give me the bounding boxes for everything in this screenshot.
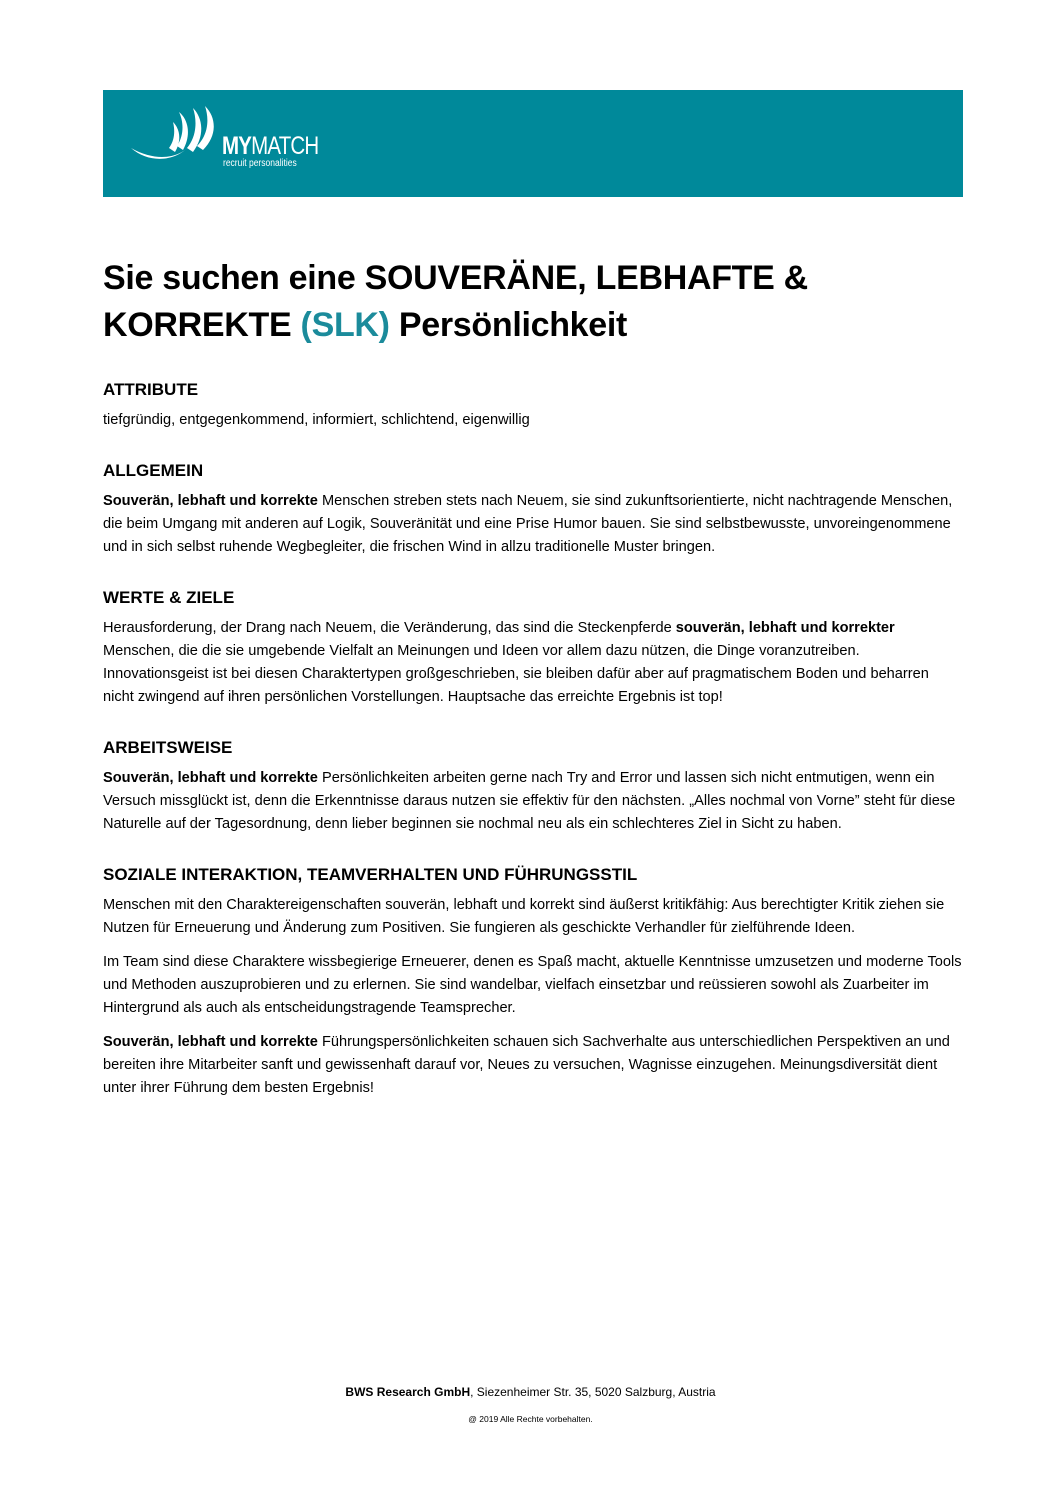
- section-paragraph: [103, 951, 963, 1020]
- section-heading: ALLGEMEIN: [103, 461, 204, 480]
- section-paragraph: [103, 490, 963, 559]
- header-banner: [103, 90, 963, 197]
- section-heading: ARBEITSWEISE: [103, 738, 233, 757]
- title-part1: Sie suchen eine SOUVERÄNE, LEBHAFTE & KORREKTE: [103, 259, 808, 344]
- section-soziale-interaktion: [103, 864, 963, 1100]
- brand-regular: MATCH: [251, 132, 319, 160]
- section-heading: ATTRIBUTE: [103, 380, 199, 399]
- paragraph-text: Menschen streben stets nach Neuem, sie sind zukunftsorientierte, nicht nachtragende Menschen, die beim Umgang mit anderen auf Logik, Souveränität und eine Prise Humor bauen. Sie sind selbstbewusste, unvoreingenommene und in sich selbst ruhende Wegbegleiter, die frischen Wind in allzu traditionelle Muster bringen.: [103, 493, 953, 555]
- title-accent: (SLK): [300, 306, 390, 344]
- section-arbeitsweise: [103, 737, 963, 836]
- paragraph-text: Persönlichkeiten arbeiten gerne nach Try and Error und lassen sich nicht entmutigen, wenn ein Versuch missglückt ist, denn die Erkenntnisse daraus nutzen sie effektiv für den nächsten. „Alles nochmal von Vorne” steht für diese Naturelle auf der Tagesordnung, denn lieber beginnen sie nochmal neu als ein schlechteres Ziel in Sicht zu haben.: [103, 770, 956, 832]
- section-paragraph: [103, 617, 963, 709]
- section-paragraph: [103, 894, 963, 940]
- section-allgemein: [103, 460, 963, 559]
- section-heading: WERTE & ZIELE: [103, 588, 235, 607]
- brand-name: [222, 134, 318, 159]
- section-attribute: [103, 379, 963, 432]
- document-body: [103, 255, 963, 1111]
- paragraph-text: tiefgründig, entgegenkommend, informiert, schlichtend, eigenwillig: [103, 412, 530, 428]
- section-werte-ziele: [103, 587, 963, 709]
- paragraph-text: Menschen mit den Charaktereigenschaften souverän, lebhaft und korrekt sind äußerst kritikfähig: Aus berechtigter Kritik ziehen sie Nutzen für Erneuerung und Änderung zum Positiven. Sie fungieren als geschickte Verhandler für zielführende Ideen.: [103, 897, 945, 936]
- section-paragraph: [103, 767, 963, 836]
- footer-company: BWS Research GmbH: [345, 1385, 471, 1399]
- paragraph-text: Menschen, die die sie umgebende Vielfalt an Meinungen und Ideen vor allem dazu nützen, die Dinge voranzutreiben. Innovationsgeist ist bei diesen Charaktertypen großgeschrieben, sie bleiben dafür aber auf pragmatischem Boden und beharren nicht zwingend auf ihren persönlichen Vorstellungen. Hauptsache das erreichte Ergebnis ist top!: [103, 643, 929, 705]
- section-paragraph: [103, 1031, 963, 1100]
- paragraph-text: Führungspersönlichkeiten schauen sich Sachverhalte aus unterschiedlichen Perspektiven an und bereiten ihre Mitarbeiter sanft und gewissenhaft darauf vor, Neues zu versuchen, Wagnisse einzugehen. Meinungsdiversität dient unter ihrer Führung dem besten Ergebnis!: [103, 1034, 950, 1096]
- page-title: [103, 255, 963, 349]
- footer-copyright: @ 2019 Alle Rechte vorbehalten.: [468, 1414, 593, 1424]
- paragraph-bold: Souverän, lebhaft und korrekte: [103, 1034, 318, 1050]
- brand-tagline: recruit personalities: [223, 158, 297, 169]
- footer-address: [0, 1385, 1061, 1399]
- title-part2: Persönlichkeit: [389, 306, 628, 344]
- paragraph-text: Herausforderung, der Drang nach Neuem, die Veränderung, das sind die Steckenpferde: [103, 620, 676, 636]
- brand-bold: MY: [222, 132, 252, 160]
- paragraph-text: Im Team sind diese Charaktere wissbegierige Erneuerer, denen es Spaß macht, aktuelle Kenntnisse umzusetzen und moderne Tools und Methoden auszuprobieren und zu erlernen. Sie sind wandelbar, vielfach einsetzbar und reüssieren sowohl als Zuarbeiter im Hintergrund als auch als entscheidungstragende Teamsprecher.: [103, 954, 962, 1016]
- mymatch-logo: [129, 106, 349, 176]
- swoosh-logo-icon: [129, 106, 219, 176]
- section-paragraph: [103, 409, 963, 432]
- paragraph-bold: Souverän, lebhaft und korrekte: [103, 493, 318, 509]
- section-heading: SOZIALE INTERAKTION, TEAMVERHALTEN UND FÜHRUNGSSTIL: [103, 865, 638, 884]
- footer-address-text: , Siezenheimer Str. 35, 5020 Salzburg, Austria: [470, 1385, 716, 1399]
- paragraph-bold: souverän, lebhaft und korrekter: [675, 620, 895, 636]
- paragraph-bold: Souverän, lebhaft und korrekte: [103, 770, 318, 786]
